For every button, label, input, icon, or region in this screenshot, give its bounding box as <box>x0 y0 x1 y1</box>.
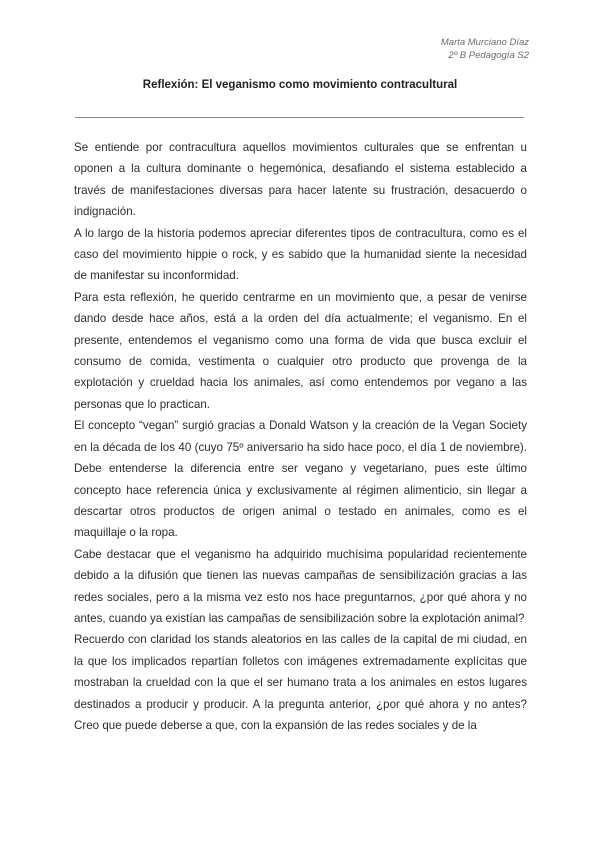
document-title: Reflexión: El veganismo como movimiento contracultural <box>142 79 458 91</box>
paragraph: Cabe destacar que el veganismo ha adquirido muchísima popularidad recientemente debido a la difusión que tienen las nuevas campañas de sensibilización gracias a las redes sociales, pero a la misma vez esto nos hace preguntarnos, ¿por qué ahora y no antes, cuando ya existían las campañas de sensibilización sobre la explotación animal? <box>74 547 527 625</box>
author-name: Marta Murciano Díaz <box>440 37 529 48</box>
paragraph: Para esta reflexión, he querido centrarme en un movimiento que, a pesar de venirse dando desde hace años, está a la orden del día actualmente; el veganismo. En el presente, entendemos el veganismo como una forma de vida que busca excluir el consumo de comida, vestimenta o cualquier otro producto que provenga de la explotación y crueldad hacia los animales, así como entendemos por vegano a las personas que lo practican. <box>74 290 527 411</box>
paragraph: Se entiende por contracultura aquellos movimientos culturales que se enfrentan u oponen a la cultura dominante o hegemónica, desafiando el sistema establecido a través de manifestaciones diversas para hacer latente su frustración, desacuerdo o indignación. <box>74 141 527 219</box>
author-block <box>441 37 529 62</box>
course-label: 2º B Pedagogía S2 <box>448 49 529 61</box>
document-body <box>74 137 527 736</box>
paragraph: A lo largo de la historia podemos apreciar diferentes tipos de contracultura, como es el caso del movimiento hippie o rock, y es sabido que la humanidad siente la necesidad de manifestar su inconformidad. <box>74 226 527 283</box>
title-divider <box>75 117 524 118</box>
paragraph: Recuerdo con claridad los stands aleatorios en las calles de la capital de mi ciudad, en la que los implicados repartían folletos con imágenes extremadamente explícitas que mostraban la crueldad con la que el ser humano trata a los animales en estos lugares destinados a producir y producir. A la pregunta anterior, ¿por qué ahora y no antes? Creo que puede deberse a que, con la expansión de las redes sociales y de la <box>74 633 527 732</box>
paragraph: El concepto “vegan” surgió gracias a Donald Watson y la creación de la Vegan Society en la década de los 40 (cuyo 75º aniversario ha sido hace poco, el día 1 de noviembre). Debe entenderse la diferencia entre ser vegano y vegetariano, pues este último concepto hace referencia única y exclusivamente al régimen alimenticio, sin llegar a descartar otros productos de origen animal o testado en animales, como es el maquillaje o la ropa. <box>74 419 527 540</box>
